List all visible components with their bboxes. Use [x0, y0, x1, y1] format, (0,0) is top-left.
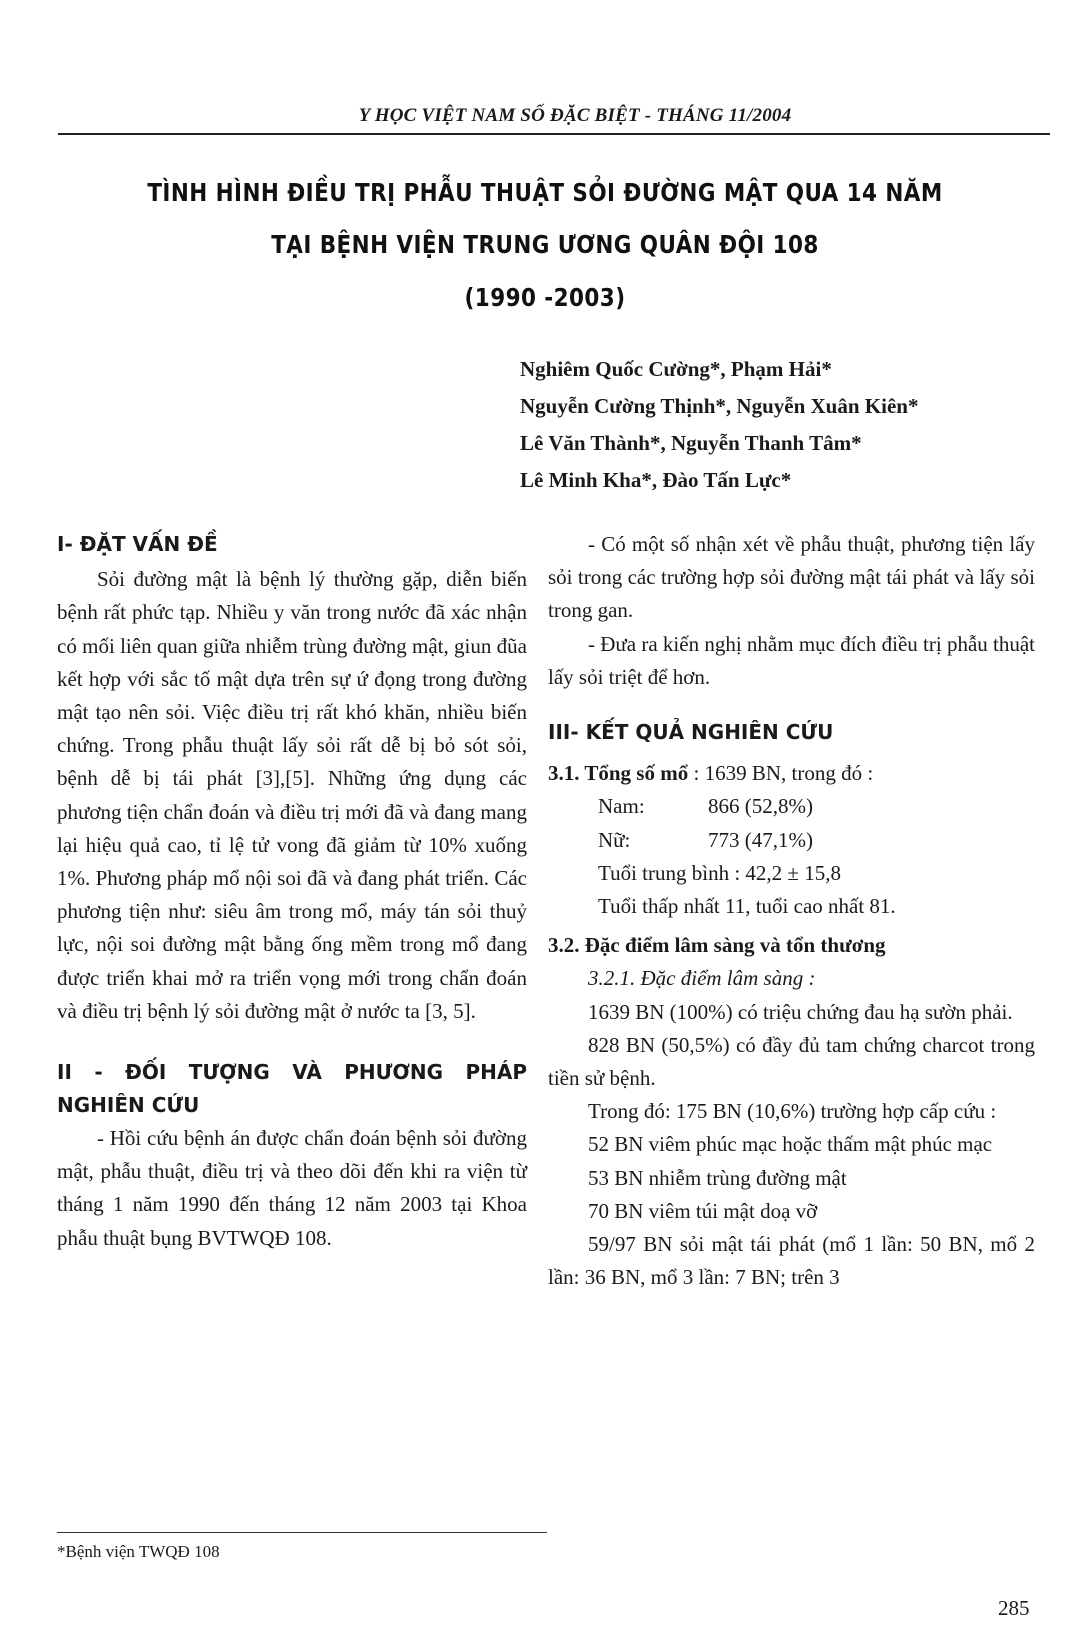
subsection-3-2-1-heading: 3.2.1. Đặc điểm lâm sàng : — [588, 966, 816, 991]
title-line-3: (1990 -2003) — [464, 283, 626, 312]
result-paragraph: 52 BN viêm phúc mạc hoặc thấm mật phúc mạc — [588, 1132, 993, 1157]
age-range: Tuổi thấp nhất 11, tuổi cao nhất 81. — [598, 894, 896, 919]
author-line: Nghiêm Quốc Cường*, Phạm Hải* — [520, 357, 832, 381]
section-3-heading: III- KẾT QUẢ NGHIÊN CỨU — [548, 720, 834, 745]
footnote-rule — [57, 1532, 547, 1533]
page-number: 285 — [998, 1596, 1030, 1620]
subsection-3-1-text: : 1639 BN, trong đó : — [693, 761, 874, 786]
female-label: Nữ: — [598, 827, 631, 852]
subsection-3-1-label: 3.1. Tổng số mổ — [548, 761, 689, 786]
male-label: Nam: — [598, 794, 645, 819]
footnote: *Bệnh viện TWQĐ 108 — [57, 1542, 220, 1561]
left-column — [57, 528, 527, 1255]
male-value: 866 (52,8%) — [708, 794, 813, 819]
author-line: Lê Văn Thành*, Nguyễn Thanh Tâm* — [520, 431, 862, 455]
result-paragraph: 1639 BN (100%) có triệu chứng đau hạ sườn phải. — [588, 999, 1013, 1024]
intro-paragraph-2: - Đưa ra kiến nghị nhằm mục đích điều trị phẫu thuật lấy sỏi triệt để hơn. — [548, 631, 1036, 689]
header-rule — [58, 133, 1050, 135]
title-line-2: TẠI BỆNH VIỆN TRUNG ƯƠNG QUÂN ĐỘI 108 — [271, 230, 819, 259]
female-value: 773 (47,1%) — [708, 827, 813, 852]
author-line: Lê Minh Kha*, Đào Tấn Lực* — [520, 468, 792, 492]
section-1-heading: I- ĐẶT VẤN ĐỀ — [57, 532, 218, 556]
result-paragraph: Trong đó: 175 BN (10,6%) trường hợp cấp cứu : — [588, 1099, 997, 1124]
result-paragraph: 59/97 BN sỏi mật tái phát (mổ 1 lần: 50 BN, mổ 2 lần: 36 BN, mổ 3 lần: 7 BN; trên 3 — [548, 1232, 1035, 1290]
result-paragraph: 53 BN nhiễm trùng đường mật — [588, 1165, 847, 1190]
section-1-body: Sỏi đường mật là bệnh lý thường gặp, diễn biến bệnh rất phức tạp. Nhiều y văn trong nước đã xác nhận có mối liên quan giữa nhiễm trùng đường mật, giun đũa kết hợp với sắc tố mật dựa trên sự ứ đọng trong đường mật tạo nên sỏi. Việc điều trị rất khó khăn, nhiều biến chứng. Trong phẫu thuật lấy sỏi rất dễ bị bỏ sót sỏi, bệnh dễ bị tái phát [3],[5]. Những ứng dụng các phương tiện chẩn đoán và điều trị mới đã và đang mang lại hiệu quả cao, tỉ lệ tử vong đã giảm từ 10% xuống 1%. Phương pháp mổ nội soi đã và đang phát triển. Các phương tiện như: siêu âm trong mổ, máy tán sỏi thuỷ lực, nội soi đường mật bằng ống mềm trong mổ đang được triển khai mở ra triển vọng mới trong chẩn đoán và điều trị bệnh lý sỏi đường mật ở nước ta [3, 5]. — [57, 567, 527, 1023]
result-paragraph: 70 BN viêm túi mật doạ vỡ — [588, 1198, 818, 1223]
section-2-heading: II - ĐỐI TƯỢNG VÀ PHƯƠNG PHÁP NGHIÊN CỨU — [57, 1060, 527, 1118]
section-2-body: - Hồi cứu bệnh án được chẩn đoán bệnh sỏi đường mật, phẫu thuật, điều trị và theo dõi đến khi ra viện từ tháng 1 năm 1990 đến tháng 12 năm 2003 tại Khoa phẫu thuật bụng BVTWQĐ 108. — [57, 1126, 527, 1250]
author-line: Nguyễn Cường Thịnh*, Nguyễn Xuân Kiên* — [520, 394, 919, 418]
right-column — [548, 528, 1035, 1294]
intro-paragraph-1: - Có một số nhận xét về phẫu thuật, phương tiện lấy sỏi trong các trường hợp sỏi đường mật tái phát và lấy sỏi trong gan. — [548, 532, 1035, 623]
title-line-1: TÌNH HÌNH ĐIỀU TRỊ PHẪU THUẬT SỎI ĐƯỜNG MẬT QUA 14 NĂM — [147, 178, 943, 207]
journal-header: Y HỌC VIỆT NAM SỐ ĐẶC BIỆT - THÁNG 11/2004 — [358, 105, 792, 126]
age-mean: Tuổi trung bình : 42,2 ± 15,8 — [598, 860, 841, 885]
result-paragraph: 828 BN (50,5%) có đầy đủ tam chứng charcot trong tiền sử bệnh. — [548, 1032, 1035, 1091]
subsection-3-2-heading: 3.2. Đặc điểm lâm sàng và tổn thương — [548, 933, 886, 958]
